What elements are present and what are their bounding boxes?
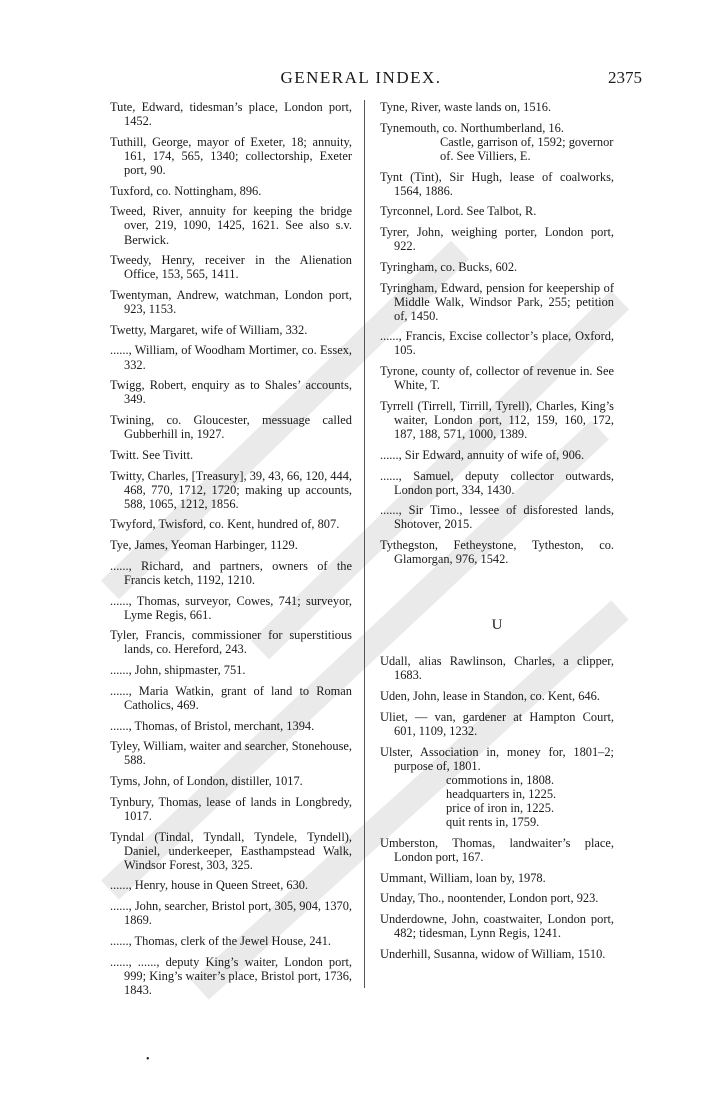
index-entry	[110, 774, 352, 788]
index-subentry: quit rents in, 1759.	[446, 815, 540, 830]
index-entry-text: ......, Samuel, deputy collector outwards, London port, 334, 1430.	[380, 468, 614, 497]
index-entry	[380, 329, 614, 357]
index-entry	[380, 654, 614, 682]
index-entry-text: Ummant, William, loan by, 1978.	[380, 870, 546, 885]
index-entry-text: Tynbury, Thomas, lease of lands in Longbredy, 1017.	[110, 794, 352, 823]
index-entry	[380, 204, 614, 218]
index-entry	[110, 628, 352, 656]
index-entry-text: Twentyman, Andrew, watchman, London port, 923, 1153.	[110, 288, 352, 317]
index-entry	[110, 253, 352, 281]
index-entry	[380, 121, 614, 163]
index-entry-text: Uden, John, lease in Standon, co. Kent, 646.	[380, 689, 600, 704]
index-entry	[110, 559, 352, 587]
index-entry-text: Tyrer, John, weighing porter, London port, 922.	[380, 225, 614, 254]
page-number: 2375	[608, 68, 642, 87]
index-entry-text: Tyringham, co. Bucks, 602.	[380, 259, 518, 274]
index-subentry: commotions in, 1808.	[446, 772, 555, 787]
index-entry-text: Tyler, Francis, commissioner for superstitious lands, co. Hereford, 243.	[110, 628, 352, 657]
index-entry	[380, 891, 614, 905]
index-entry-text: Twitty, Charles, [Treasury], 39, 43, 66, 120, 444, 468, 770, 1712, 1720; making up accounts, 588, 1065, 1212, 1856.	[110, 468, 352, 511]
index-entry	[110, 684, 352, 712]
index-entry	[110, 934, 352, 948]
index-entry-text: Underhill, Susanna, widow of William, 1510.	[380, 946, 606, 961]
index-entry-text: Tynemouth, co. Northumberland, 16.	[380, 120, 564, 135]
footer-mark: •	[146, 1054, 150, 1065]
index-entry-text: Tyne, River, waste lands on, 1516.	[380, 100, 552, 114]
index-entry-text: ......, John, searcher, Bristol port, 305, 904, 1370, 1869.	[110, 899, 352, 928]
index-entry-text: ......, William, of Woodham Mortimer, co. Essex, 332.	[110, 343, 352, 372]
index-entry-text: Umberston, Thomas, landwaiter’s place, London port, 167.	[380, 835, 614, 864]
index-entry	[110, 830, 352, 872]
index-entry-text: ......, Sir Timo., lessee of disforested lands, Shotover, 2015.	[380, 503, 614, 532]
index-entry-text: Tweed, River, annuity for keeping the bridge over, 219, 1090, 1425, 1621. See also s.v. Berwick.	[110, 204, 352, 247]
index-entry-text: ......, Henry, house in Queen Street, 630.	[110, 878, 309, 893]
index-entry	[110, 204, 352, 246]
index-entry	[110, 955, 352, 997]
index-entry	[110, 100, 352, 128]
index-entry	[380, 710, 614, 738]
index-entry	[380, 871, 614, 885]
column-divider	[364, 100, 365, 988]
index-entry	[110, 517, 352, 531]
index-entry-text: Tye, James, Yeoman Harbinger, 1129.	[110, 538, 298, 553]
index-subentry: headquarters in, 1225.	[446, 786, 557, 801]
index-entry-text: Twyford, Twisford, co. Kent, hundred of, 807.	[110, 517, 340, 532]
index-entry-text: Tynt (Tint), Sir Hugh, lease of coalworks, 1564, 1886.	[380, 169, 614, 198]
index-entry	[380, 448, 614, 462]
page-title: GENERAL INDEX.	[280, 68, 442, 87]
index-entry	[110, 469, 352, 511]
index-entry	[110, 538, 352, 552]
index-entry	[380, 281, 614, 323]
index-entry-text: Tyrconnel, Lord. See Talbot, R.	[380, 204, 537, 219]
index-entry-text: ......, John, shipmaster, 751.	[110, 663, 246, 678]
index-entry-text: Ulster, Association in, money for, 1801–2; purpose of, 1801.	[380, 744, 614, 773]
index-entry	[110, 413, 352, 441]
index-entry	[380, 745, 614, 830]
index-entry	[110, 184, 352, 198]
index-entry	[380, 399, 614, 441]
index-entry	[380, 912, 614, 940]
left-column	[110, 100, 352, 1003]
index-entry	[380, 503, 614, 531]
index-entry-text: Twigg, Robert, enquiry as to Shales’ accounts, 349.	[110, 378, 352, 407]
index-entry-text: ......, Thomas, clerk of the Jewel House, 241.	[110, 933, 332, 948]
index-entry	[110, 448, 352, 462]
index-entry	[110, 739, 352, 767]
index-entry-text: Tyley, William, waiter and searcher, Stonehouse, 588.	[110, 739, 352, 768]
index-entry	[110, 878, 352, 892]
index-entry-text: ......, Maria Watkin, grant of land to Roman Catholics, 469.	[110, 683, 352, 712]
index-entry	[380, 469, 614, 497]
index-subentry: Castle, garrison of, 1592; governor of. See Villiers, E.	[440, 134, 614, 163]
index-entry	[380, 260, 614, 274]
index-entry	[110, 719, 352, 733]
index-entry-text: Tyrrell (Tirrell, Tirrill, Tyrell), Charles, King’s waiter, London port, 112, 159, 160, 172, 187, 188, 571, 1000, 1389.	[380, 398, 614, 442]
index-entry-text: Tute, Edward, tidesman’s place, London port, 1452.	[110, 100, 352, 129]
index-entry-text: Tythegston, Fetheystone, Tytheston, co. Glamorgan, 976, 1542.	[380, 538, 614, 567]
index-entry-text: ......, Francis, Excise collector’s place, Oxford, 105.	[380, 329, 614, 358]
index-entry	[110, 795, 352, 823]
index-entry	[380, 836, 614, 864]
index-entry	[380, 225, 614, 253]
index-entry-text: Twitt. See Tivitt.	[110, 447, 194, 462]
index-entry-text: Tweedy, Henry, receiver in the Alienation Office, 153, 565, 1411.	[110, 253, 352, 282]
index-entry	[110, 378, 352, 406]
index-entry	[110, 594, 352, 622]
index-entry	[380, 947, 614, 961]
index-entry-text: Twetty, Margaret, wife of William, 332.	[110, 322, 308, 337]
index-entry	[380, 170, 614, 198]
section-letter-u: U	[491, 617, 503, 634]
index-entry	[380, 100, 614, 114]
index-entry	[110, 663, 352, 677]
t-entries	[380, 100, 614, 566]
index-entry-text: Tyms, John, of London, distiller, 1017.	[110, 774, 303, 789]
index-entry	[110, 899, 352, 927]
index-entry-text: ......, Thomas, of Bristol, merchant, 1394.	[110, 718, 315, 733]
index-subentry: price of iron in, 1225.	[446, 800, 555, 815]
index-entry-text: Uliet, — van, gardener at Hampton Court, 601, 1109, 1232.	[380, 709, 614, 738]
index-entry	[380, 364, 614, 392]
index-entry-text: Twining, co. Gloucester, messuage called Gubberhill in, 1927.	[110, 413, 352, 442]
index-entry-text: ......, Thomas, surveyor, Cowes, 741; surveyor, Lyme Regis, 661.	[110, 593, 352, 622]
index-entry-text: Tyringham, Edward, pension for keepership of Middle Walk, Windsor Park, 255; petition of, 1450.	[380, 280, 614, 323]
index-entry	[380, 689, 614, 703]
index-entry-text: ......, Sir Edward, annuity of wife of, 906.	[380, 447, 585, 462]
right-column	[380, 100, 614, 967]
index-entry	[110, 288, 352, 316]
index-entry-text: Tyrone, county of, collector of revenue in. See White, T.	[380, 364, 614, 393]
index-entry-text: ......, Richard, and partners, owners of the Francis ketch, 1192, 1210.	[110, 558, 352, 587]
index-entry-text: Underdowne, John, coastwaiter, London port, 482; tidesman, Lynn Regis, 1241.	[380, 911, 614, 940]
index-entry	[110, 135, 352, 177]
u-entries	[380, 654, 614, 960]
index-entry-text: ......, ......, deputy King’s waiter, London port, 999; King’s waiter’s place, Bristol port, 1736, 1843.	[110, 954, 352, 997]
index-entry-text: Tyndal (Tindal, Tyndall, Tyndele, Tyndell), Daniel, underkeeper, Easthampstead Walk, Windsor Forest, 303, 325.	[110, 829, 352, 872]
index-entry-text: Unday, Tho., noontender, London port, 923.	[380, 891, 599, 906]
index-entry-text: Tuthill, George, mayor of Exeter, 18; annuity, 161, 174, 565, 1340; collectorship, Exeter port, 90.	[110, 134, 352, 177]
index-entry-text: Udall, alias Rawlinson, Charles, a clipper, 1683.	[380, 654, 614, 683]
index-entry	[110, 323, 352, 337]
index-entry-text: Tuxford, co. Nottingham, 896.	[110, 183, 262, 198]
index-entry	[110, 343, 352, 371]
index-entry	[380, 538, 614, 566]
